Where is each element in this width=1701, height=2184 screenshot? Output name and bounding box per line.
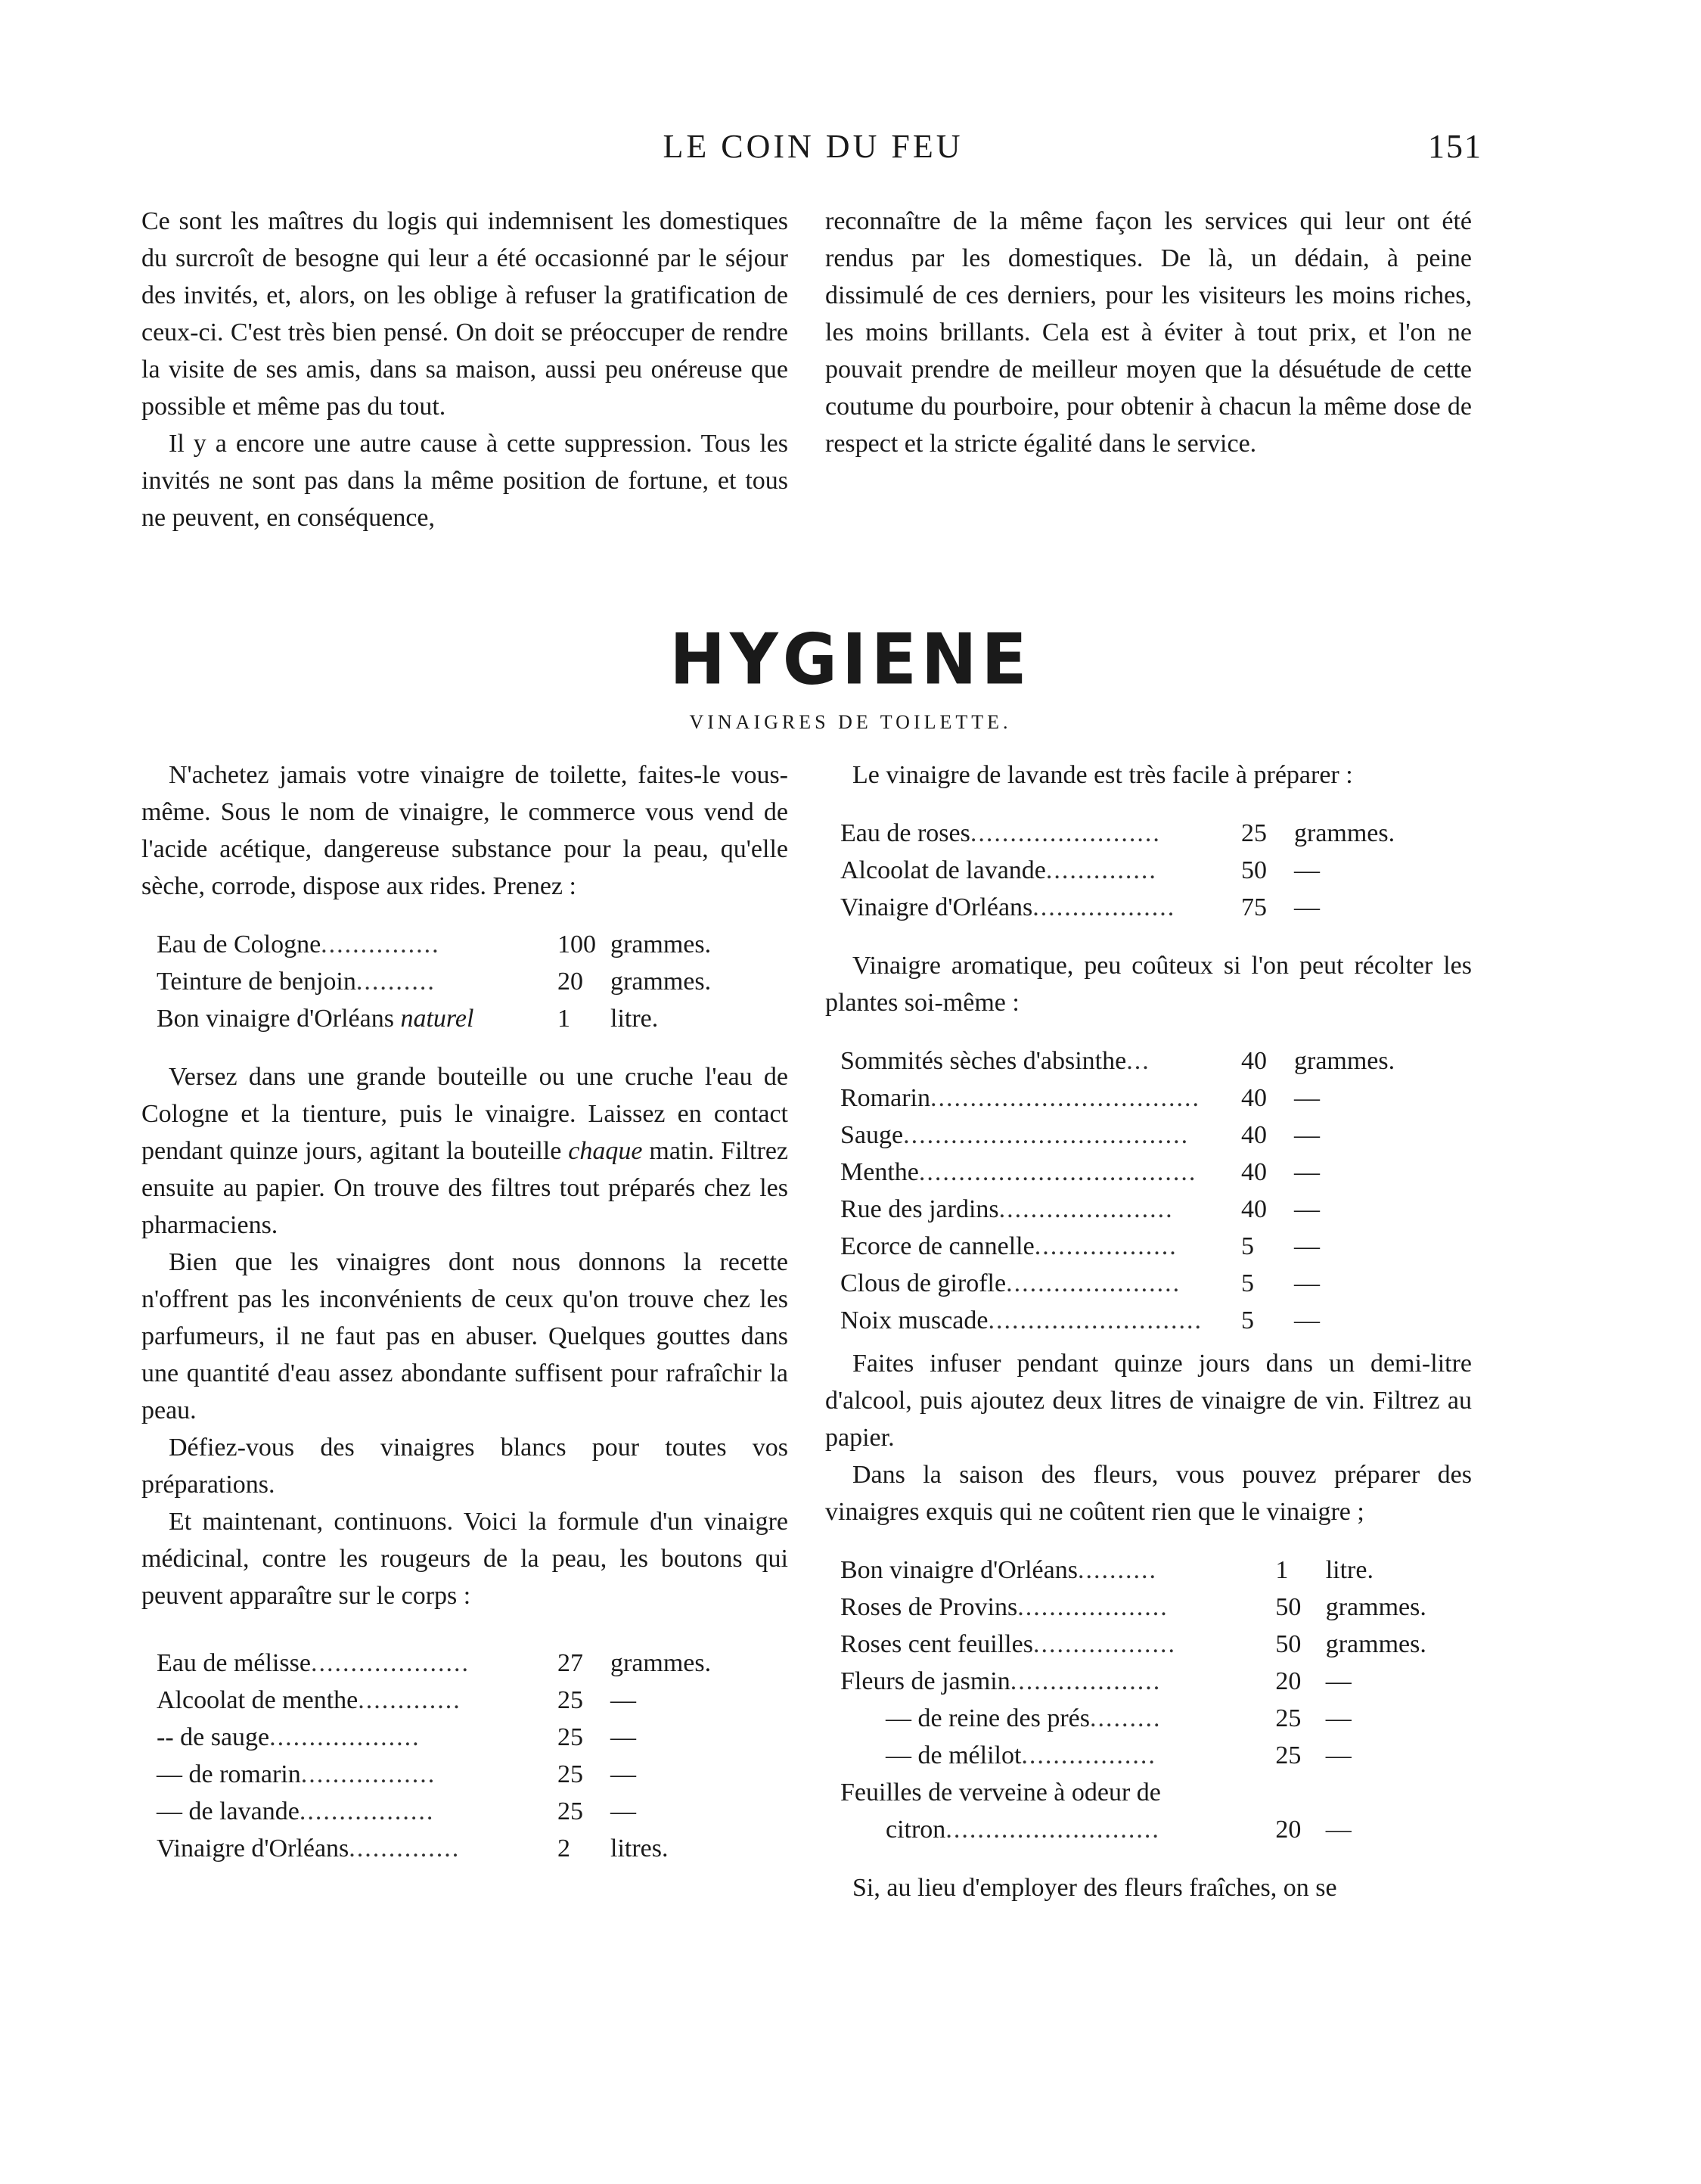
leader-dots: .................... [310, 1649, 470, 1677]
unit: grammes. [1294, 1047, 1395, 1075]
ingredient: Sauge [840, 1121, 904, 1149]
leader-dots: ... [1126, 1047, 1150, 1075]
unit: grammes. [1325, 1630, 1426, 1658]
unit: — [610, 1723, 636, 1751]
ingredient: Bon vinaigre d'Orléans [840, 1556, 1078, 1584]
leader-dots: .......... [1077, 1556, 1157, 1584]
text-emphasis: chaque [568, 1137, 643, 1165]
intro-right-column [825, 203, 1472, 462]
unit: — [1325, 1741, 1352, 1769]
quantity: 20 [1275, 1816, 1302, 1844]
ingredient-emphasis: naturel [400, 1005, 474, 1033]
quantity: 5 [1241, 1232, 1254, 1260]
ingredient: Clous de girofle [840, 1269, 1007, 1297]
unit: — [1325, 1667, 1352, 1695]
paragraph: Et maintenant, continuons. Voici la formule d'un vinaigre médicinal, contre les rougeurs de la peau, les boutons qui peuvent apparaître sur le corps : [141, 1508, 788, 1610]
paragraph: Faites infuser pendant quinze jours dans un demi-litre d'alcool, puis ajoutez deux litres de vinaigre de vin. Filtrez au papier. [825, 1350, 1472, 1452]
leader-dots: .................................. [930, 1084, 1200, 1112]
unit: — [610, 1760, 636, 1788]
ingredient: Roses de Provins [840, 1593, 1018, 1621]
intro-paragraph-1: Ce sont les maîtres du logis qui indemnisent les domestiques du surcroît de besogne qui leur a été occasionné par le séjour des invités, et, alors, on les oblige à refuser la gratification de ceux-ci. C'est très bien pensé. On doit se préoccuper de rendre la visite de ses amis, dans sa maison, aussi peu onéreuse que possible et même pas du tout. [141, 207, 788, 421]
unit: — [1294, 1306, 1320, 1334]
recipe-row [840, 1080, 1445, 1117]
recipe-row [840, 852, 1445, 889]
unit: — [1325, 1704, 1352, 1732]
quantity: 40 [1241, 1158, 1267, 1186]
unit: — [610, 1797, 636, 1825]
ingredient: Teinture de benjoin [157, 968, 356, 996]
intro-left-column [141, 203, 788, 536]
recipe-row [157, 1000, 762, 1037]
recipe-table-aromatique [840, 1042, 1445, 1339]
recipe-row [840, 1552, 1472, 1589]
recipe-row [157, 1756, 762, 1793]
leader-dots: ................. [300, 1760, 436, 1788]
ingredient: Eau de roses [840, 819, 970, 847]
recipe-row [840, 1589, 1472, 1626]
quantity: 1 [1275, 1556, 1289, 1584]
ingredient: Alcoolat de menthe [157, 1686, 359, 1714]
quantity: 27 [557, 1649, 583, 1677]
quantity: 5 [1241, 1269, 1254, 1297]
ingredient: Feuilles de verveine à odeur de [840, 1779, 1161, 1807]
quantity: 25 [557, 1723, 583, 1751]
leader-dots: ...................... [1006, 1269, 1181, 1297]
recipe-row [157, 1793, 762, 1830]
quantity: 25 [1275, 1741, 1302, 1769]
paragraph: N'achetez jamais votre vinaigre de toilette, faites-le vous-même. Sous le nom de vinaigre, le commerce vous vend de l'acide acétique, dangereuse substance pour la peau, qu'elle sèche, corrode, dispose aux rides. Prenez : [141, 761, 788, 900]
leader-dots: ...................... [998, 1195, 1174, 1223]
recipe-row [840, 1154, 1445, 1191]
ingredient: Bon vinaigre d'Orléans [157, 1005, 401, 1033]
leader-dots: ................... [1017, 1593, 1169, 1621]
unit: grammes. [610, 1649, 712, 1677]
paragraph: Bien que les vinaigres dont nous donnons la recette n'offrent pas les inconvénients de ceux qu'on trouve chez les parfumeurs, il ne faut pas en abuser. Quelques gouttes dans une quantité d'eau assez abondante suffisent pour rafraîchir la peau. [141, 1248, 788, 1424]
quantity: 25 [557, 1797, 583, 1825]
ingredient: Romarin [840, 1084, 930, 1112]
quantity: 50 [1275, 1630, 1302, 1658]
unit: — [610, 1686, 636, 1714]
leader-dots: ................... [269, 1723, 421, 1751]
ingredient: Ecorce de cannelle [840, 1232, 1035, 1260]
ingredient: Rue des jardins [840, 1195, 999, 1223]
unit: litres. [610, 1834, 669, 1862]
unit: grammes. [1294, 819, 1395, 847]
quantity: 40 [1241, 1084, 1267, 1112]
leader-dots: ................. [1021, 1741, 1156, 1769]
quantity: 25 [557, 1760, 583, 1788]
ingredient: — de lavande [157, 1797, 300, 1825]
quantity: 40 [1241, 1195, 1267, 1223]
intro-paragraph-3: reconnaître de la même façon les services qui leur ont été rendus par les domestiques. De là, un dédain, à peine dissimulé de ces derniers, pour les visiteurs les moins riches, les moins brillants. Cela est à éviter à tout prix, et l'on ne pouvait prendre de meilleur moyen que la désuétude de cette coutume du pourboire, pour obtenir à chacun la même dose de respect et la stricte égalité dans le service. [825, 207, 1472, 458]
quantity: 25 [1241, 819, 1267, 847]
paragraph: Dans la saison des fleurs, vous pouvez préparer des vinaigres exquis qui ne coûtent rien que le vinaigre ; [825, 1461, 1472, 1526]
paragraph: Vinaigre aromatique, peu coûteux si l'on peut récolter les plantes soi-même : [825, 952, 1472, 1017]
ingredient: Sommités sèches d'absinthe [840, 1047, 1127, 1075]
leader-dots: .................................... [903, 1121, 1190, 1149]
ingredient: Alcoolat de lavande [840, 856, 1046, 884]
quantity: 40 [1241, 1121, 1267, 1149]
leader-dots: ................... [1010, 1667, 1162, 1695]
leader-dots: .................. [1034, 1232, 1178, 1260]
unit: litre. [1325, 1556, 1374, 1584]
recipe-row [840, 1700, 1472, 1737]
unit: — [1294, 856, 1320, 884]
recipe-row [840, 1191, 1445, 1228]
paragraph: Défiez-vous des vinaigres blancs pour toutes vos préparations. [141, 1434, 788, 1499]
section-title: HYGIENE [669, 618, 1032, 701]
paragraph [141, 1058, 788, 1244]
recipe-row [840, 1774, 1472, 1811]
recipe-row [840, 1737, 1472, 1774]
recipe-row [840, 1626, 1472, 1663]
leader-dots: ......... [1090, 1704, 1162, 1732]
quantity: 75 [1241, 893, 1267, 921]
unit: grammes. [610, 968, 712, 996]
intro-paragraph-2: Il y a encore une autre cause à cette suppression. Tous les invités ne sont pas dans la même position de fortune, et tous ne peuvent, en conséquence, [141, 430, 788, 532]
recipe-row [157, 926, 762, 963]
ingredient: Menthe [840, 1158, 919, 1186]
paragraph: Si, au lieu d'employer des fleurs fraîches, on se [852, 1874, 1337, 1902]
leader-dots: ............... [321, 930, 440, 958]
ingredient: Vinaigre d'Orléans [157, 1834, 349, 1862]
quantity: 20 [557, 968, 583, 996]
unit: grammes. [610, 930, 712, 958]
ingredient: — de reine des prés [886, 1704, 1091, 1732]
text-run: Versez dans une grande bouteille ou une cruche l'eau de Cologne et la tienture, puis le vinaigre. Laissez en contact pendant quinze jours, agitant la bouteille [141, 1063, 788, 1165]
leader-dots: .......... [355, 968, 436, 996]
ingredient: citron [886, 1816, 946, 1844]
ingredient: -- de sauge [157, 1723, 270, 1751]
quantity: 40 [1241, 1047, 1267, 1075]
leader-dots: ........................ [970, 819, 1161, 847]
ingredient: Eau de Cologne [157, 930, 321, 958]
page-number: 151 [1428, 128, 1482, 165]
recipe-row [840, 1265, 1445, 1302]
unit: — [1294, 1158, 1320, 1186]
recipe-row [840, 815, 1445, 852]
recipe-row [840, 1117, 1445, 1154]
recipe-table-cologne [157, 926, 762, 1037]
quantity: 100 [557, 930, 596, 958]
leader-dots: .................. [1032, 1630, 1176, 1658]
ingredient: Roses cent feuilles [840, 1630, 1033, 1658]
unit: — [1294, 1195, 1320, 1223]
ingredient: Noix muscade [840, 1306, 989, 1334]
leader-dots: ................................... [918, 1158, 1197, 1186]
recipe-row [840, 889, 1445, 926]
left-column [141, 756, 788, 1888]
running-title: LE COIN DU FEU [663, 128, 964, 165]
quantity: 25 [557, 1686, 583, 1714]
leader-dots: .............. [1045, 856, 1157, 884]
unit: litre. [610, 1005, 659, 1033]
leader-dots: ............. [358, 1686, 461, 1714]
paragraph: Le vinaigre de lavande est très facile à préparer : [852, 761, 1353, 789]
unit: — [1294, 1121, 1320, 1149]
unit: — [1294, 893, 1320, 921]
recipe-row [157, 1645, 762, 1682]
ingredient: — de mélilot [886, 1741, 1022, 1769]
quantity: 50 [1275, 1593, 1302, 1621]
recipe-row [840, 1228, 1445, 1265]
recipe-row [840, 1663, 1472, 1700]
unit: — [1325, 1816, 1352, 1844]
quantity: 50 [1241, 856, 1267, 884]
leader-dots: ................. [299, 1797, 435, 1825]
unit: — [1294, 1269, 1320, 1297]
unit: — [1294, 1232, 1320, 1260]
leader-dots: .............. [349, 1834, 461, 1862]
leader-dots: ........................... [988, 1306, 1203, 1334]
leader-dots: .................. [1032, 893, 1176, 921]
quantity: 1 [557, 1005, 570, 1033]
recipe-row [840, 1042, 1445, 1080]
text-run: matin. Filtrez ensuite au papier. On trouve des filtres tout préparés chez les pharmaciens. [141, 1137, 789, 1239]
unit: grammes. [1325, 1593, 1426, 1621]
unit: — [1294, 1084, 1320, 1112]
recipe-table-medicinal [157, 1645, 762, 1867]
quantity: 20 [1275, 1667, 1302, 1695]
ingredient: — de romarin [157, 1760, 301, 1788]
ingredient: Eau de mélisse [157, 1649, 311, 1677]
quantity: 5 [1241, 1306, 1254, 1334]
ingredient: Fleurs de jasmin [840, 1667, 1010, 1695]
page-header [144, 127, 1482, 180]
leader-dots: ........................... [945, 1816, 1160, 1844]
section-subtitle: VINAIGRES DE TOILETTE. [689, 711, 1012, 733]
quantity: 2 [557, 1834, 570, 1862]
ingredient: Vinaigre d'Orléans [840, 893, 1033, 921]
recipe-row [840, 1302, 1445, 1339]
recipe-row [157, 1682, 762, 1719]
recipe-table-lavande [840, 815, 1445, 926]
recipe-table-fleurs [840, 1552, 1472, 1848]
quantity: 25 [1275, 1704, 1302, 1732]
right-column [825, 756, 1472, 1906]
recipe-row [840, 1811, 1472, 1848]
recipe-row [157, 1719, 762, 1756]
recipe-row [157, 963, 762, 1000]
recipe-row [157, 1830, 762, 1867]
